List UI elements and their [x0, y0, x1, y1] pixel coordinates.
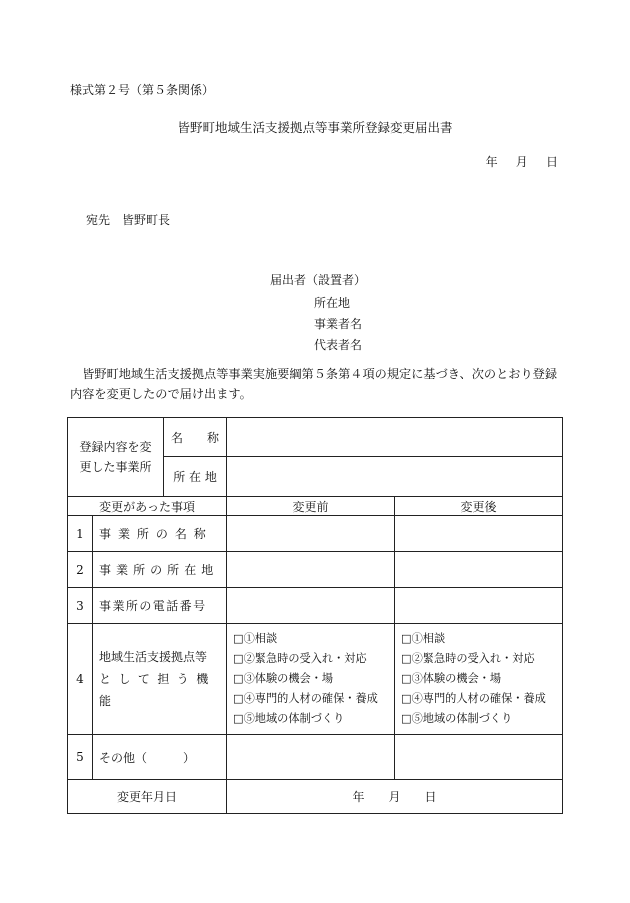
table-row	[68, 552, 563, 588]
document-title: 皆野町地域生活支援拠点等事業所登録変更届出書	[177, 120, 453, 135]
option-checkbox[interactable]: □①相談	[233, 632, 278, 645]
option-checkbox[interactable]: □⑤地域の体制づくり	[401, 712, 513, 725]
submitter-label: 届出者（設置者）	[270, 273, 367, 287]
after-header: 変更後	[395, 497, 563, 516]
changed-item-header: 変更があった事項	[68, 497, 227, 516]
office-header-line1: 登録内容を変	[79, 440, 152, 454]
row-number: 1	[68, 516, 93, 552]
before-options	[227, 624, 395, 735]
office-location-label: 所 在 地	[164, 457, 227, 497]
option-checkbox[interactable]: □④専門的人材の確保・養成	[233, 692, 378, 705]
before-field[interactable]	[227, 516, 395, 552]
row-number: 2	[68, 552, 93, 588]
table-row	[68, 516, 563, 552]
change-date-field[interactable]: 年 月 日	[227, 780, 563, 814]
office-header	[68, 418, 164, 497]
item-label: 事業所の電話番号	[93, 588, 227, 624]
function-label-line1: 地域生活支援拠点等	[99, 650, 208, 664]
office-header-line2: 更した事業所	[79, 460, 152, 474]
addressee: 宛先 皆野町長	[86, 213, 171, 227]
after-field[interactable]	[395, 552, 563, 588]
item-label	[93, 624, 227, 735]
after-field[interactable]	[395, 516, 563, 552]
change-form-table	[67, 417, 563, 814]
after-field[interactable]	[395, 735, 563, 780]
after-options	[395, 624, 563, 735]
submitter-address-label: 所在地	[314, 296, 351, 310]
row-number: 3	[68, 588, 93, 624]
option-checkbox[interactable]: □③体験の機会・場	[233, 672, 334, 685]
option-checkbox[interactable]: □①相談	[401, 632, 446, 645]
item-label: 事業所の所在地	[93, 552, 227, 588]
change-date-label: 変更年月日	[68, 780, 227, 814]
notification-body: 皆野町地域生活支援拠点等事業実施要綱第５条第４項の規定に基づき、次のとおり登録内容を変更したので届け出ます。	[70, 367, 558, 401]
submission-date: 年 月 日	[485, 155, 558, 169]
option-checkbox[interactable]: □②緊急時の受入れ・対応	[401, 652, 535, 665]
option-checkbox[interactable]: □②緊急時の受入れ・対応	[233, 652, 367, 665]
after-field[interactable]	[395, 588, 563, 624]
before-field[interactable]	[227, 735, 395, 780]
table-row	[68, 735, 563, 780]
item-label: その他（ ）	[93, 735, 227, 780]
row-number: 5	[68, 735, 93, 780]
before-header: 変更前	[227, 497, 395, 516]
option-checkbox[interactable]: □④専門的人材の確保・養成	[401, 692, 546, 705]
option-checkbox[interactable]: □③体験の機会・場	[401, 672, 502, 685]
office-name-field[interactable]	[227, 418, 563, 457]
before-field[interactable]	[227, 552, 395, 588]
function-label-line2: として担う機能	[99, 672, 216, 708]
table-row	[68, 588, 563, 624]
table-row	[68, 624, 563, 735]
before-field[interactable]	[227, 588, 395, 624]
submitter-business-label: 事業者名	[314, 317, 363, 331]
form-number: 様式第２号（第５条関係）	[70, 83, 215, 97]
option-checkbox[interactable]: □⑤地域の体制づくり	[233, 712, 345, 725]
row-number: 4	[68, 624, 93, 735]
office-location-field[interactable]	[227, 457, 563, 497]
item-label: 事業所の名称	[93, 516, 227, 552]
submitter-representative-label: 代表者名	[314, 338, 363, 352]
office-name-label: 名 称	[164, 418, 227, 457]
